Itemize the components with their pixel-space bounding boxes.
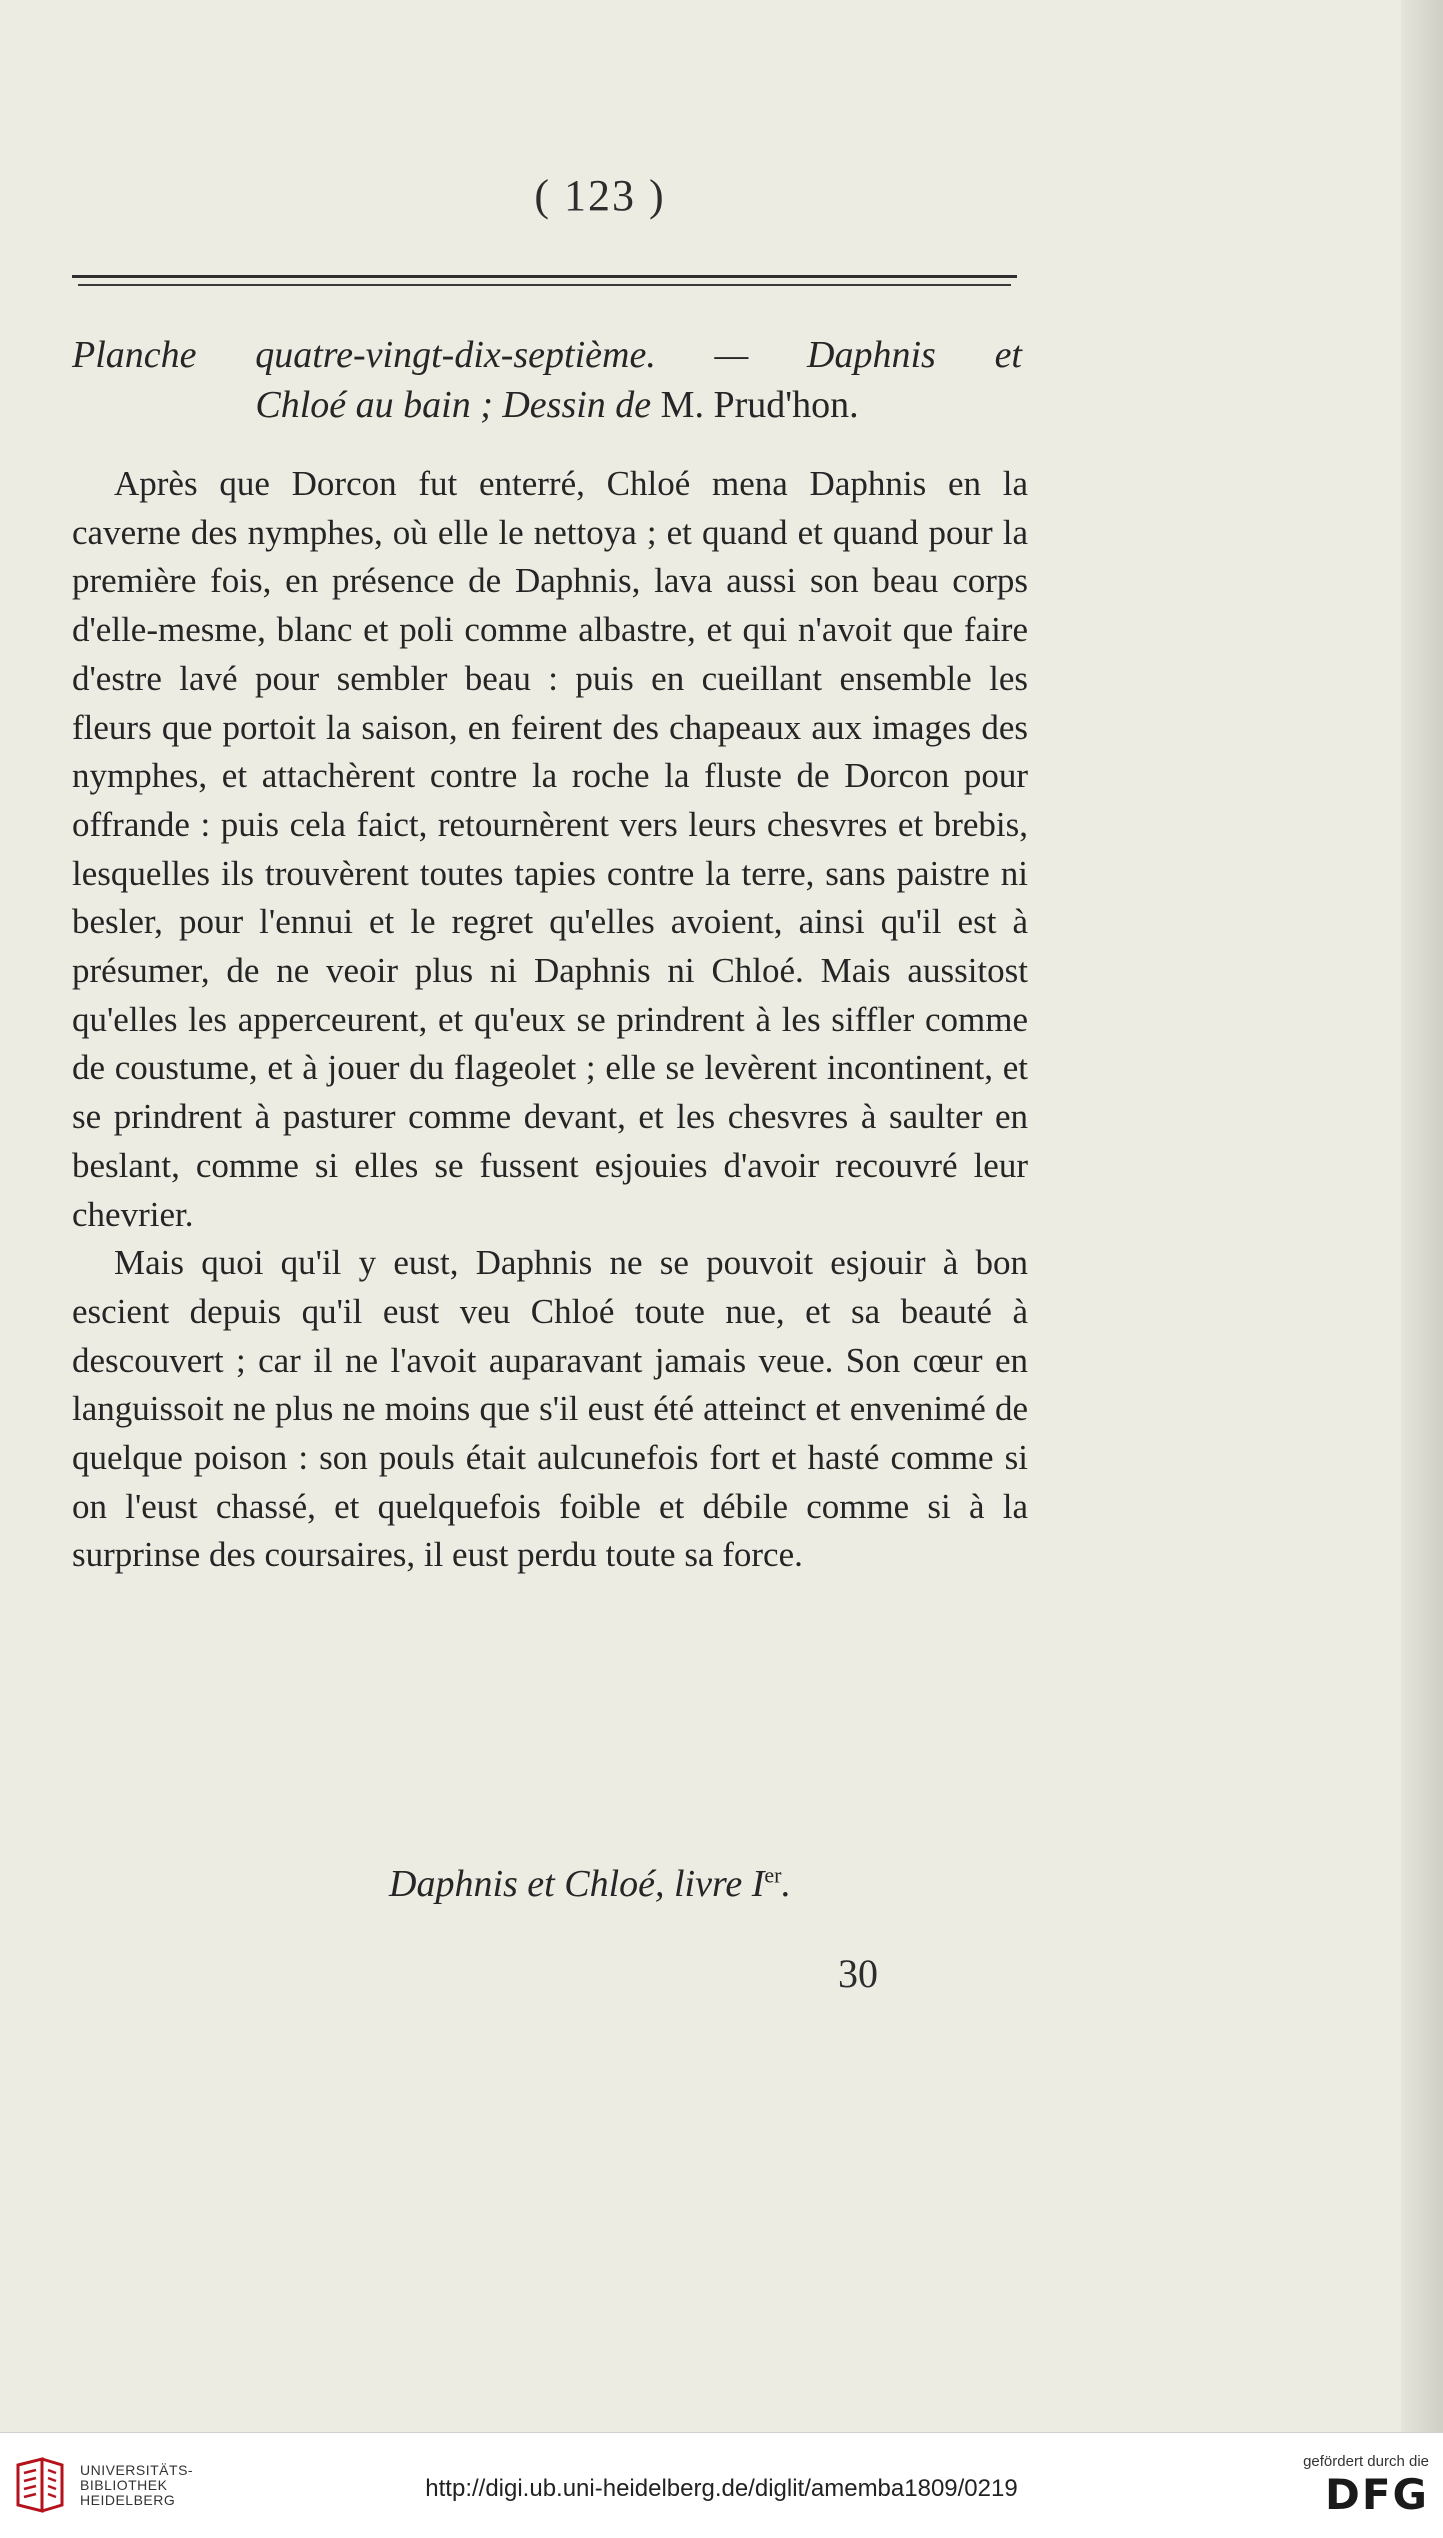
sponsor-label: gefördert durch die: [1303, 2453, 1429, 2470]
institution-line-1: UNIVERSITÄTS-: [80, 2462, 194, 2478]
body-text: [72, 460, 1028, 1580]
source-citation: [0, 1862, 1180, 1906]
caption-line-2-italic: Chloé au bain ; Dessin de: [255, 384, 661, 426]
sheet-number: 30: [838, 1951, 878, 1996]
citation-suffix: .: [781, 1863, 791, 1905]
page-number: ( 123 ): [534, 171, 666, 220]
header-double-rule: [72, 275, 1017, 289]
page-edge-shadow: [1401, 0, 1443, 2432]
caption-line-1: Planche quatre-vingt-dix-septième. — Daphnis et: [72, 334, 1022, 376]
dfg-logo[interactable]: DFG: [1324, 2470, 1429, 2519]
institution-line-2: BIBLIOTHEK: [80, 2477, 168, 2493]
institution-line-3: HEIDELBERG: [80, 2492, 176, 2508]
sponsor-block: [1279, 2453, 1429, 2520]
rule-thin-line: [78, 284, 1011, 286]
viewer-footer: [0, 2432, 1443, 2538]
citation-text: Daphnis et Chloé, livre I: [389, 1863, 765, 1905]
paragraph-1: Après que Dorcon fut enterré, Chloé mena Daphnis en la caverne des nymphes, où elle le nettoya ; et quand et quand pour la première fois, en présence de Daphnis, lava aussi son beau corps d'elle-mesme, blanc et poli comme albastre, et qui n'avoit que faire d'estre lavé pour sembler beau : puis en cueillant ensemble les fleurs que portoit la saison, en feirent des chapeaux aux images des nymphes, et attachèrent contre la roche la fluste de Dorcon pour offrande : puis cela faict, retournèrent vers leurs chesvres et brebis, lesquelles ils trouvèrent toutes tapies contre la terre, sans paistre ni besler, pour l'ennui et le regret qu'elles avoient, ainsi qu'il est à présumer, de ne veoir plus ni Daphnis ni Chloé. Mais aussitost qu'elles les apperceurent, et qu'eux se prindrent à les siffler comme de coustume, et à jouer du flageolet ; elle se levèrent incontinent, et se prindrent à pasturer comme devant, et les chesvres à saulter en beslant, comme si elles se fussent esjouies d'avoir recouvré leur chevrier.: [72, 464, 1028, 1234]
plate-caption: [72, 330, 1022, 430]
paragraph-2: Mais quoi qu'il y eust, Daphnis ne se pouvoit esjouir à bon escient depuis qu'il eust veu Chloé toute nue, et sa beauté à descouvert ; car il ne l'avoit auparavant jamais veue. Son cœur en languissoit ne plus ne moins que s'il eust été atteinct et envenimé de quelque poison : son pouls était aulcunefois fort et hasté comme si on l'eust chassé, et quelquefois foible et débile comme si à la surprinse des coursaires, il eust perdu toute sa force.: [72, 1243, 1028, 1575]
permalink-url[interactable]: http://digi.ub.uni-heidelberg.de/diglit/amemba1809/0219: [425, 2475, 1018, 2502]
caption-line-2: [72, 380, 1022, 430]
caption-artist-name: M. Prud'hon.: [660, 384, 859, 426]
rule-thick-line: [72, 275, 1017, 278]
citation-superscript: er: [764, 1862, 782, 1888]
